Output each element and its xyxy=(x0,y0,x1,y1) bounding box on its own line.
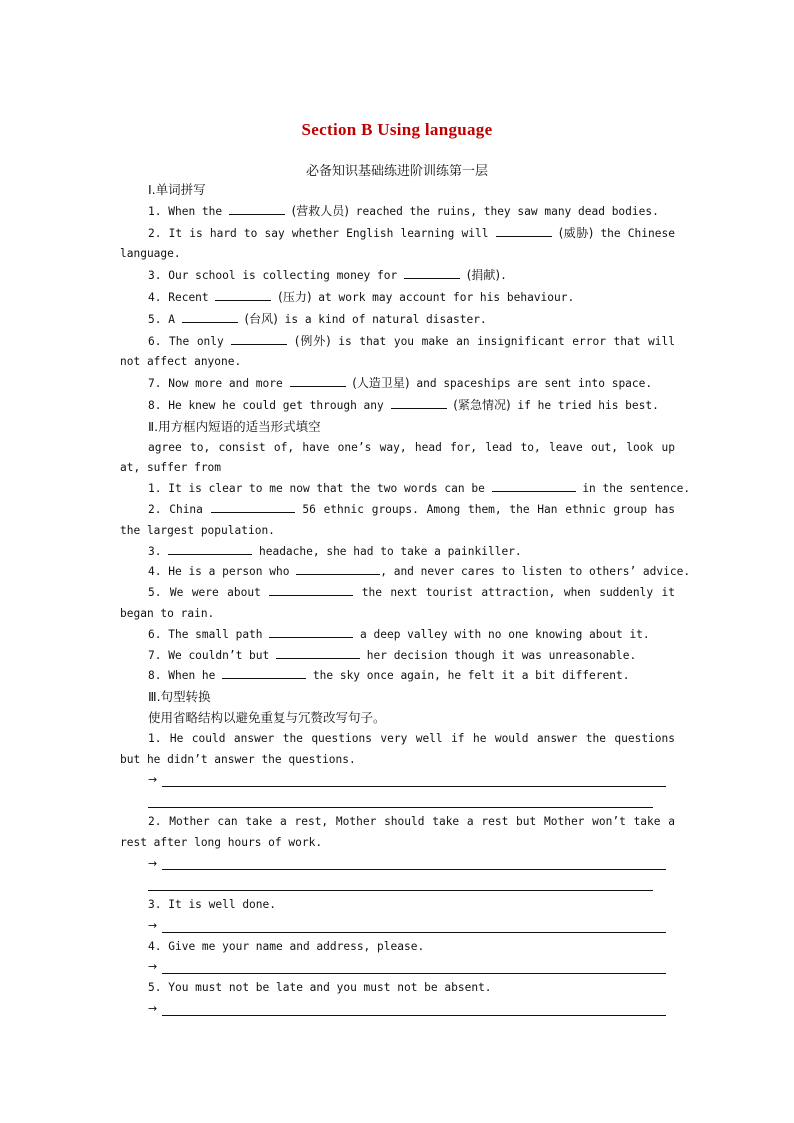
arrow-icon: → xyxy=(148,1002,158,1016)
answer-blank[interactable] xyxy=(296,562,380,575)
answer-blank[interactable] xyxy=(269,625,353,638)
arrow-icon: → xyxy=(148,856,158,870)
part2-item-1: 1. It is clear to me now that the two words can be in the sentence. xyxy=(120,479,675,500)
part1-item-8: 8. He knew he could get through any (紧急情况) if he tried his best. xyxy=(148,397,659,412)
answer-blank[interactable] xyxy=(168,542,252,555)
part2-heading: Ⅱ.用方框内短语的适当形式填空 xyxy=(148,418,321,434)
part3-item-3: 3. It is well done. xyxy=(148,898,277,912)
page-subtitle: 必备知识基础练进阶训练第一层 xyxy=(305,164,488,179)
answer-line-2b[interactable] xyxy=(120,874,675,895)
answer-blank[interactable] xyxy=(215,288,271,301)
part1-item-5: 5. A (台风) is a kind of natural disaster. xyxy=(148,311,487,326)
part2-item-5: 5. We were about the next tourist attraction, when suddenly it began to rain. xyxy=(120,583,675,625)
part2-item-4: 4. He is a person who , and never cares to listen to others’ advice. xyxy=(120,562,675,583)
answer-line-1b[interactable] xyxy=(120,791,675,812)
answer-blank[interactable] xyxy=(404,266,460,279)
answer-underline xyxy=(162,869,666,870)
part1-item-4: 4. Recent (压力) at work may account for his behaviour. xyxy=(148,289,575,304)
answer-underline xyxy=(148,890,653,891)
part3-item-4: 4. Give me your name and address, please. xyxy=(148,939,425,953)
arrow-icon: → xyxy=(148,918,158,932)
answer-blank[interactable] xyxy=(496,224,552,237)
part1-heading: Ⅰ.单词拼写 xyxy=(148,182,206,197)
answer-line-1[interactable] xyxy=(120,770,675,791)
part3-heading: Ⅲ.句型转换 xyxy=(148,689,211,705)
part1-item-7: 7. Now more and more (人造卫星) and spaceships are sent into space. xyxy=(148,376,653,391)
answer-blank[interactable] xyxy=(229,202,285,215)
answer-underline xyxy=(148,807,653,808)
worksheet-body xyxy=(120,180,691,1020)
answer-blank[interactable] xyxy=(276,646,360,659)
part2-item-6: 6. The small path a deep valley with no one knowing about it. xyxy=(120,625,675,646)
part2-item-3: 3. headache, she had to take a painkiller. xyxy=(120,542,675,563)
part3-item-1: 1. He could answer the questions very well if he would answer the questions but he didn’t answer the questions. xyxy=(120,731,675,766)
part3-item-2: 2. Mother can take a rest, Mother should take a rest but Mother won’t take a rest after long hours of work. xyxy=(120,814,675,849)
arrow-icon: → xyxy=(148,960,158,974)
answer-blank[interactable] xyxy=(211,500,295,513)
part1-item-2: 2. It is hard to say whether English learning will (威胁) the Chinese language. xyxy=(120,225,675,261)
answer-underline xyxy=(162,973,666,974)
answer-line-2[interactable] xyxy=(120,854,675,875)
part2-item-7: 7. We couldn’t but her decision though it was unreasonable. xyxy=(120,646,675,667)
page-title: Section B Using language xyxy=(301,120,493,139)
answer-blank[interactable] xyxy=(290,374,346,387)
answer-underline xyxy=(162,786,666,787)
part3-item-5: 5. You must not be late and you must not be absent. xyxy=(148,981,492,995)
part1-item-1: 1. When the (营救人员) reached the ruins, they saw many dead bodies. xyxy=(148,203,659,218)
answer-line-5[interactable] xyxy=(120,999,675,1020)
part3-instruction: 使用省略结构以避免重复与冗赘改写句子。 xyxy=(148,709,386,725)
answer-blank[interactable] xyxy=(231,332,287,345)
answer-blank[interactable] xyxy=(182,310,238,323)
phrase-box: agree to, consist of, have one’s way, head for, lead to, leave out, look up at, suffer from xyxy=(120,440,675,475)
answer-blank[interactable] xyxy=(391,396,447,409)
part1-item-6: 6. The only (例外) is that you make an insignificant error that will not affect anyone. xyxy=(120,333,675,369)
answer-underline xyxy=(162,932,666,933)
answer-blank[interactable] xyxy=(269,583,353,596)
answer-line-4[interactable] xyxy=(120,957,675,978)
arrow-icon: → xyxy=(148,773,158,787)
answer-line-3[interactable] xyxy=(120,916,675,937)
part2-item-2: 2. China 56 ethnic groups. Among them, the Han ethnic group has the largest population. xyxy=(120,500,675,542)
answer-blank[interactable] xyxy=(492,479,576,492)
answer-underline xyxy=(162,1015,666,1016)
part1-item-3: 3. Our school is collecting money for (捐献). xyxy=(148,268,507,283)
part2-item-8: 8. When he the sky once again, he felt it a bit different. xyxy=(120,666,675,687)
answer-blank[interactable] xyxy=(222,666,306,679)
